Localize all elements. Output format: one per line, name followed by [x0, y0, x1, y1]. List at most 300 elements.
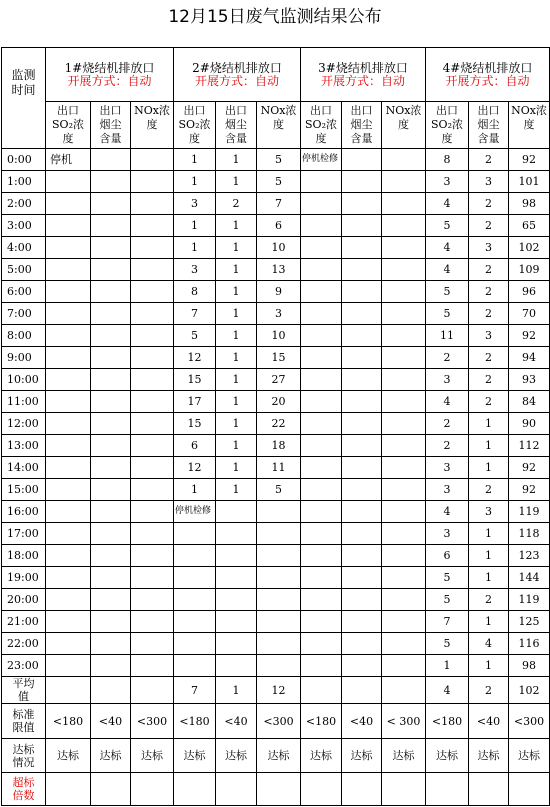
data-cell: 2 [469, 589, 509, 611]
hour-label: 16:00 [2, 501, 46, 523]
data-cell [382, 171, 426, 193]
data-cell: 17 [174, 391, 216, 413]
data-cell [46, 325, 91, 347]
data-cell [301, 435, 342, 457]
data-cell [46, 501, 91, 523]
data-cell [301, 611, 342, 633]
data-cell: 116 [509, 633, 550, 655]
outlet-header-3 [301, 48, 426, 102]
data-cell: 1 [216, 215, 257, 237]
data-cell: <40 [91, 704, 131, 739]
data-cell: 4 [426, 677, 469, 704]
data-cell [131, 773, 174, 806]
data-cell [91, 171, 131, 193]
data-cell: 4 [426, 237, 469, 259]
hour-label: 13:00 [2, 435, 46, 457]
data-cell: 1 [216, 479, 257, 501]
data-cell: 109 [509, 259, 550, 281]
data-cell [257, 545, 301, 567]
data-cell [301, 633, 342, 655]
data-cell [342, 347, 382, 369]
data-cell: 7 [257, 193, 301, 215]
hour-row [2, 501, 550, 523]
data-cell [301, 655, 342, 677]
data-cell [131, 369, 174, 391]
data-cell: 22 [257, 413, 301, 435]
data-cell: 1 [216, 369, 257, 391]
data-cell: 5 [426, 281, 469, 303]
hour-row [2, 347, 550, 369]
data-cell [46, 773, 91, 806]
column-header: NOx浓 度 [509, 102, 550, 149]
hour-label: 20:00 [2, 589, 46, 611]
data-cell: 7 [174, 677, 216, 704]
outlet-name: 3#烧结机排放口 [318, 60, 408, 75]
column-header: 出口 SO₂浓 度 [301, 102, 342, 149]
data-cell: <300 [131, 704, 174, 739]
data-cell: 5 [174, 325, 216, 347]
data-cell: 6 [257, 215, 301, 237]
data-cell: 20 [257, 391, 301, 413]
hour-label: 3:00 [2, 215, 46, 237]
data-cell [216, 773, 257, 806]
data-cell: 达标 [257, 739, 301, 773]
data-cell: 2 [469, 391, 509, 413]
hour-row [2, 611, 550, 633]
data-cell [91, 545, 131, 567]
data-cell: 1 [216, 171, 257, 193]
outlet-header-4 [426, 48, 550, 102]
data-cell: 2 [426, 413, 469, 435]
data-cell: 停机检修 [301, 149, 342, 171]
data-cell [342, 193, 382, 215]
data-cell: 70 [509, 303, 550, 325]
data-cell [131, 237, 174, 259]
data-cell: 15 [257, 347, 301, 369]
hour-label: 22:00 [2, 633, 46, 655]
data-cell [382, 545, 426, 567]
data-cell [91, 193, 131, 215]
time-column-header: 监测 时间 [2, 48, 46, 149]
data-cell [46, 655, 91, 677]
outlet-mode: 开展方式：自动 [445, 73, 530, 88]
data-cell: 15 [174, 369, 216, 391]
data-cell [91, 523, 131, 545]
data-cell: 15 [174, 413, 216, 435]
data-cell: <180 [46, 704, 91, 739]
data-cell [382, 479, 426, 501]
data-cell [46, 567, 91, 589]
data-cell: <180 [301, 704, 342, 739]
status-row [2, 739, 550, 773]
data-cell: 101 [509, 171, 550, 193]
data-cell: 停机检修 [174, 501, 216, 523]
data-cell [46, 193, 91, 215]
data-cell [46, 677, 91, 704]
data-cell: 达标 [509, 739, 550, 773]
data-cell: <180 [174, 704, 216, 739]
data-cell [301, 347, 342, 369]
data-cell [46, 347, 91, 369]
data-cell: 达标 [382, 739, 426, 773]
data-cell: 1 [216, 281, 257, 303]
data-cell [257, 655, 301, 677]
data-cell: 1 [216, 149, 257, 171]
data-cell [174, 773, 216, 806]
data-cell [131, 523, 174, 545]
hour-row [2, 589, 550, 611]
data-cell [131, 655, 174, 677]
data-cell: 5 [426, 303, 469, 325]
hour-label: 15:00 [2, 479, 46, 501]
data-cell: 8 [426, 149, 469, 171]
data-cell [131, 633, 174, 655]
data-cell: 11 [257, 457, 301, 479]
hour-label: 17:00 [2, 523, 46, 545]
data-cell [91, 215, 131, 237]
outlet-mode: 开展方式：自动 [194, 73, 279, 88]
data-cell: 2 [216, 193, 257, 215]
hour-label: 18:00 [2, 545, 46, 567]
data-cell [382, 633, 426, 655]
data-cell [301, 237, 342, 259]
data-cell [131, 457, 174, 479]
data-cell [382, 259, 426, 281]
data-cell: 2 [469, 149, 509, 171]
data-cell [91, 303, 131, 325]
outlet-header-1 [46, 48, 174, 102]
data-cell [301, 501, 342, 523]
outlet-name: 1#烧结机排放口 [64, 60, 155, 75]
data-cell [131, 347, 174, 369]
data-cell [91, 501, 131, 523]
hour-label: 9:00 [2, 347, 46, 369]
data-cell: 84 [509, 391, 550, 413]
data-cell: 92 [509, 479, 550, 501]
data-cell [46, 611, 91, 633]
data-cell: 1 [216, 347, 257, 369]
data-cell: 3 [469, 171, 509, 193]
data-cell [342, 149, 382, 171]
data-cell [174, 523, 216, 545]
data-cell [301, 589, 342, 611]
hour-row [2, 325, 550, 347]
data-cell [257, 773, 301, 806]
outlet-name: 2#烧结机排放口 [192, 60, 282, 75]
column-header: 出口 烟尘 含量 [91, 102, 131, 149]
data-cell: 13 [257, 259, 301, 281]
data-cell: 119 [509, 501, 550, 523]
data-cell [382, 149, 426, 171]
data-cell [216, 501, 257, 523]
data-cell [301, 773, 342, 806]
data-cell [342, 171, 382, 193]
data-cell [301, 193, 342, 215]
data-cell: 5 [257, 171, 301, 193]
data-cell [91, 435, 131, 457]
data-cell [342, 545, 382, 567]
data-cell: 102 [509, 237, 550, 259]
exceed-label: 超标 倍数 [2, 773, 46, 806]
hour-row [2, 567, 550, 589]
data-cell [91, 773, 131, 806]
column-header: NOx浓 度 [257, 102, 301, 149]
hour-row [2, 545, 550, 567]
data-cell: 92 [509, 149, 550, 171]
data-cell: 2 [469, 677, 509, 704]
data-cell: 96 [509, 281, 550, 303]
data-cell: 1 [469, 435, 509, 457]
data-cell: 1 [216, 237, 257, 259]
column-header: NOx浓 度 [131, 102, 174, 149]
data-cell [342, 655, 382, 677]
data-cell [301, 523, 342, 545]
data-cell: 90 [509, 413, 550, 435]
data-cell: 123 [509, 545, 550, 567]
data-cell [382, 303, 426, 325]
data-cell [216, 523, 257, 545]
data-cell [342, 237, 382, 259]
data-cell [46, 215, 91, 237]
data-cell [257, 589, 301, 611]
outlet-name: 4#烧结机排放口 [442, 60, 533, 75]
hour-row [2, 523, 550, 545]
data-cell: 3 [469, 237, 509, 259]
data-cell [131, 413, 174, 435]
column-header: 出口 SO₂浓 度 [426, 102, 469, 149]
sub-header-row [2, 102, 550, 149]
data-cell [216, 567, 257, 589]
data-cell [382, 369, 426, 391]
hour-row [2, 215, 550, 237]
data-cell: 18 [257, 435, 301, 457]
data-cell: 94 [509, 347, 550, 369]
hour-label: 21:00 [2, 611, 46, 633]
data-cell: 达标 [46, 739, 91, 773]
data-cell: 5 [426, 589, 469, 611]
data-cell [342, 259, 382, 281]
data-cell [342, 523, 382, 545]
data-cell [342, 435, 382, 457]
data-cell: 1 [174, 215, 216, 237]
data-cell: <40 [342, 704, 382, 739]
data-cell [382, 589, 426, 611]
data-cell: 1 [469, 413, 509, 435]
data-cell [46, 413, 91, 435]
data-cell [301, 457, 342, 479]
data-cell [46, 259, 91, 281]
data-cell: 12 [257, 677, 301, 704]
data-cell [382, 391, 426, 413]
data-cell [174, 589, 216, 611]
data-cell [131, 193, 174, 215]
data-cell: 92 [509, 457, 550, 479]
data-cell: 92 [509, 325, 550, 347]
data-cell: 119 [509, 589, 550, 611]
hour-label: 1:00 [2, 171, 46, 193]
hour-row [2, 457, 550, 479]
data-cell: 3 [426, 523, 469, 545]
data-cell: 1 [426, 655, 469, 677]
data-cell [131, 149, 174, 171]
data-cell [216, 655, 257, 677]
data-cell [342, 567, 382, 589]
data-cell [342, 589, 382, 611]
data-cell [382, 193, 426, 215]
data-cell [257, 567, 301, 589]
data-cell [91, 413, 131, 435]
data-cell [342, 457, 382, 479]
data-cell: 达标 [342, 739, 382, 773]
data-cell: 2 [469, 369, 509, 391]
data-cell: 65 [509, 215, 550, 237]
data-cell [301, 171, 342, 193]
data-cell [46, 589, 91, 611]
data-cell [382, 567, 426, 589]
data-cell [216, 589, 257, 611]
hour-row [2, 281, 550, 303]
column-header: 出口 SO₂浓 度 [46, 102, 91, 149]
data-cell: 112 [509, 435, 550, 457]
column-header: 出口 烟尘 含量 [216, 102, 257, 149]
exceed-row [2, 773, 550, 806]
data-cell [46, 281, 91, 303]
data-cell [131, 325, 174, 347]
column-header: 出口 SO₂浓 度 [174, 102, 216, 149]
data-cell [216, 611, 257, 633]
hour-row [2, 655, 550, 677]
data-cell [131, 611, 174, 633]
hour-row [2, 391, 550, 413]
data-cell [342, 677, 382, 704]
data-cell [46, 633, 91, 655]
data-cell: 10 [257, 325, 301, 347]
outlet-header-row [2, 48, 550, 102]
data-cell: 达标 [469, 739, 509, 773]
data-cell: 1 [216, 391, 257, 413]
data-cell: 2 [469, 303, 509, 325]
data-cell: 118 [509, 523, 550, 545]
hour-label: 8:00 [2, 325, 46, 347]
data-cell [91, 281, 131, 303]
data-cell: <40 [469, 704, 509, 739]
data-cell: 1 [469, 655, 509, 677]
hour-row [2, 303, 550, 325]
data-cell: 2 [469, 193, 509, 215]
data-cell: 3 [469, 325, 509, 347]
hour-label: 5:00 [2, 259, 46, 281]
data-cell: 3 [257, 303, 301, 325]
hour-label: 19:00 [2, 567, 46, 589]
hour-row [2, 369, 550, 391]
data-cell [46, 523, 91, 545]
data-cell: 144 [509, 567, 550, 589]
data-cell [301, 545, 342, 567]
data-cell [131, 567, 174, 589]
data-cell: 5 [426, 567, 469, 589]
data-cell [301, 567, 342, 589]
data-cell [382, 655, 426, 677]
data-cell: 1 [174, 149, 216, 171]
data-cell [382, 435, 426, 457]
data-cell [131, 589, 174, 611]
data-cell [342, 773, 382, 806]
data-cell [46, 303, 91, 325]
data-cell [131, 215, 174, 237]
data-cell [46, 237, 91, 259]
data-cell: 达标 [301, 739, 342, 773]
hour-label: 11:00 [2, 391, 46, 413]
data-cell: 达标 [216, 739, 257, 773]
hour-label: 2:00 [2, 193, 46, 215]
data-cell [301, 215, 342, 237]
data-cell [46, 391, 91, 413]
data-cell [301, 369, 342, 391]
data-cell: 27 [257, 369, 301, 391]
data-cell: 2 [469, 215, 509, 237]
data-cell: 达标 [426, 739, 469, 773]
data-cell: 3 [426, 479, 469, 501]
data-cell: 98 [509, 655, 550, 677]
data-cell: 1 [216, 303, 257, 325]
data-cell [382, 347, 426, 369]
data-cell [382, 677, 426, 704]
data-cell [382, 237, 426, 259]
data-cell [91, 589, 131, 611]
data-cell: 4 [469, 633, 509, 655]
hour-row [2, 171, 550, 193]
hour-row [2, 479, 550, 501]
data-cell [91, 655, 131, 677]
data-cell [131, 501, 174, 523]
data-cell [131, 303, 174, 325]
data-cell: 1 [216, 435, 257, 457]
status-label: 达标 情况 [2, 739, 46, 773]
data-cell [131, 435, 174, 457]
data-cell: 3 [469, 501, 509, 523]
data-cell [301, 325, 342, 347]
data-cell: 102 [509, 677, 550, 704]
data-cell [91, 347, 131, 369]
limit-row [2, 704, 550, 739]
data-cell: 5 [426, 633, 469, 655]
data-cell [91, 479, 131, 501]
data-cell: 1 [469, 545, 509, 567]
data-cell [91, 567, 131, 589]
data-cell [301, 677, 342, 704]
data-cell [91, 633, 131, 655]
data-cell: 达标 [91, 739, 131, 773]
data-cell [382, 523, 426, 545]
data-cell: 93 [509, 369, 550, 391]
data-cell [46, 457, 91, 479]
data-cell [91, 259, 131, 281]
data-cell: <40 [216, 704, 257, 739]
hour-row [2, 633, 550, 655]
data-cell [301, 413, 342, 435]
data-cell [91, 677, 131, 704]
data-cell [342, 215, 382, 237]
data-cell [131, 391, 174, 413]
hour-label: 4:00 [2, 237, 46, 259]
data-cell: 1 [216, 457, 257, 479]
data-cell: 6 [426, 545, 469, 567]
data-cell [46, 479, 91, 501]
data-cell: 2 [426, 347, 469, 369]
data-cell: 达标 [174, 739, 216, 773]
outlet-mode: 开展方式：自动 [67, 73, 152, 88]
data-cell [382, 281, 426, 303]
